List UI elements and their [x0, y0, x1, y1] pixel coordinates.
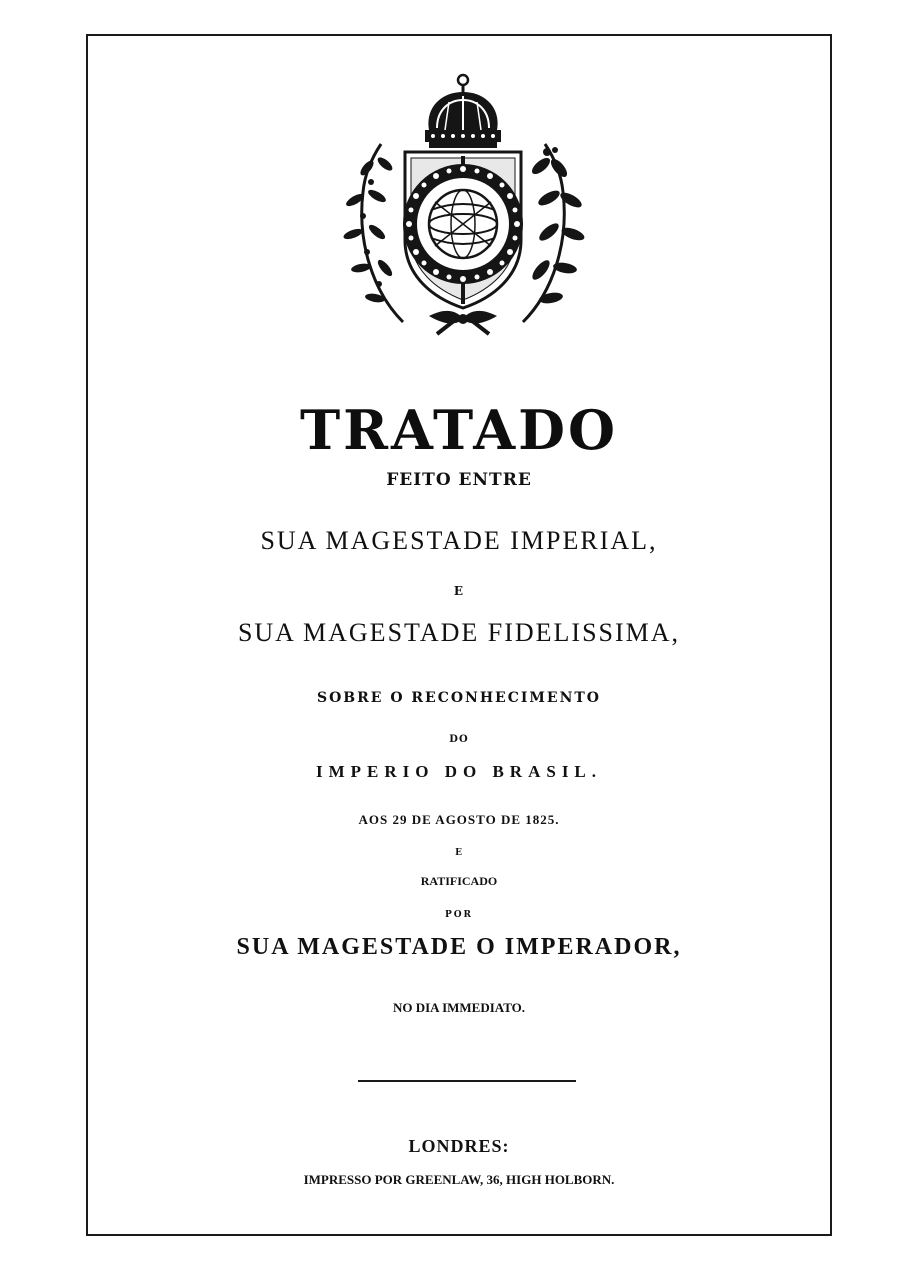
sobre-reconhecimento-line: SOBRE O RECONHECIMENTO — [317, 690, 601, 706]
horizontal-rule — [358, 1080, 576, 1082]
conjunction-e-line: E — [453, 584, 465, 598]
sua-magestade-imperial-line: SUA MAGESTADE IMPERIAL, — [260, 526, 658, 555]
do-line: DO — [449, 734, 469, 745]
ratificado-line: RATIFICADO — [420, 874, 498, 888]
no-dia-immediato-line: NO DIA IMMEDIATO. — [392, 1000, 526, 1015]
sua-magestade-imperador-line: SUA MAGESTADE O IMPERADOR, — [236, 934, 682, 960]
imperial-coat-of-arms-icon — [333, 72, 593, 336]
feito-entre-line: FEITO ENTRE — [386, 470, 532, 490]
por-line: POR — [444, 910, 474, 920]
conjunction-e-line-2: E — [455, 848, 463, 858]
document-title: TRATADO — [300, 398, 618, 462]
imprint-line: IMPRESSO POR GREENLAW, 36, HIGH HOLBORN. — [303, 1172, 615, 1187]
londres-line: LONDRES: — [408, 1136, 510, 1156]
sua-magestade-fidelissima-line: SUA MAGESTADE FIDELISSIMA, — [237, 618, 681, 647]
date-line: AOS 29 DE AGOSTO DE 1825. — [358, 812, 560, 827]
title-page — [86, 34, 832, 1236]
imperio-do-brasil-line: IMPERIO DO BRASIL. — [315, 762, 603, 781]
